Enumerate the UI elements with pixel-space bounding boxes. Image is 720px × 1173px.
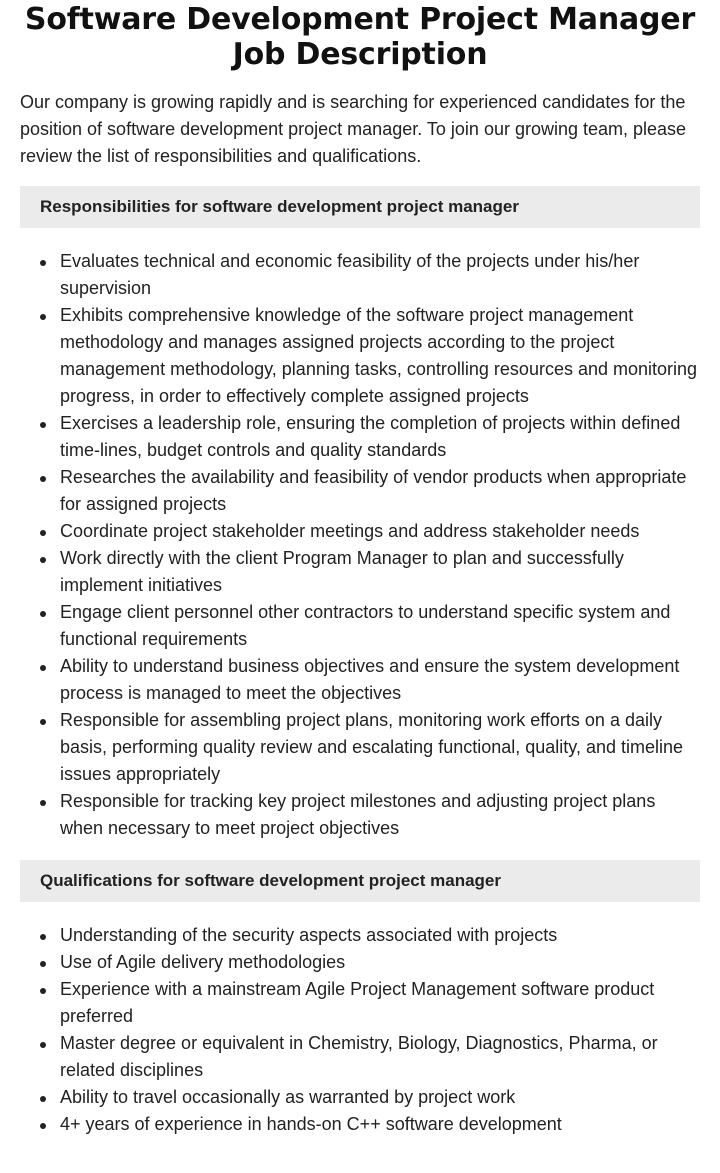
responsibilities-list (20, 248, 700, 842)
bullet-icon (40, 314, 46, 320)
list-item (60, 1030, 700, 1084)
list-item-text: Work directly with the client Program Manager to plan and successfully implement initiatives (60, 548, 624, 595)
intro-paragraph: Our company is growing rapidly and is searching for experienced candidates for the position of software development project manager. To join our growing team, please review the list of responsibilities and qualifications. (20, 92, 687, 166)
list-item-text: Researches the availability and feasibility of vendor products when appropriate for assigned projects (60, 467, 687, 514)
list-item-text: Responsible for assembling project plans, monitoring work efforts on a daily basis, performing quality review and escalating functional, quality, and timeline issues appropriately (60, 710, 684, 784)
list-item (60, 1084, 700, 1111)
list-item (60, 248, 700, 302)
bullet-icon (40, 1096, 46, 1102)
list-item-text: Evaluates technical and economic feasibility of the projects under his/her supervision (60, 251, 640, 298)
list-item (60, 545, 700, 599)
list-item-text: Understanding of the security aspects associated with projects (60, 925, 558, 945)
bullet-icon (40, 719, 46, 725)
bullet-icon (40, 476, 46, 482)
list-item (60, 707, 700, 788)
bullet-icon (40, 530, 46, 536)
list-item-text: Engage client personnel other contractors to understand specific system and functional requirements (60, 602, 671, 649)
list-item-text: Exhibits comprehensive knowledge of the software project management methodology and manages assigned projects according to the project management methodology, planning tasks, controlling resources and monitoring progress, in order to effectively complete assigned projects (60, 305, 698, 406)
list-item (60, 464, 700, 518)
list-item-text: Coordinate project stakeholder meetings and address stakeholder needs (60, 521, 640, 541)
bullet-icon (40, 422, 46, 428)
list-item-text: Master degree or equivalent in Chemistry, Biology, Diagnostics, Pharma, or related disciplines (60, 1033, 658, 1080)
list-item (60, 1111, 700, 1138)
bullet-icon (40, 934, 46, 940)
responsibilities-header (20, 186, 700, 228)
list-item (60, 949, 700, 976)
list-item (60, 518, 700, 545)
bullet-icon (40, 961, 46, 967)
responsibilities-heading: Responsibilities for software development project manager (40, 197, 519, 216)
list-item (60, 302, 700, 410)
list-item-text: Ability to understand business objectives and ensure the system development process is managed to meet the objectives (60, 656, 680, 703)
bullet-icon (40, 611, 46, 617)
list-item-text: Experience with a mainstream Agile Project Management software product preferred (60, 979, 655, 1026)
list-item-text: Ability to travel occasionally as warranted by project work (60, 1087, 516, 1107)
qualifications-header (20, 860, 700, 902)
qualifications-list (20, 922, 700, 1138)
list-item-text: Responsible for tracking key project milestones and adjusting project plans when necessary to meet project objectives (60, 791, 656, 838)
list-item (60, 410, 700, 464)
bullet-icon (40, 988, 46, 994)
list-item-text: 4+ years of experience in hands-on C++ software development (60, 1114, 562, 1134)
bullet-icon (40, 1042, 46, 1048)
bullet-icon (40, 1123, 46, 1129)
list-item (60, 922, 700, 949)
bullet-icon (40, 665, 46, 671)
list-item-text: Use of Agile delivery methodologies (60, 952, 346, 972)
list-item (60, 976, 700, 1030)
list-item (60, 788, 700, 842)
bullet-icon (40, 800, 46, 806)
bullet-icon (40, 260, 46, 266)
list-item (60, 599, 700, 653)
list-item (60, 653, 700, 707)
page-title: Software Development Project Manager Job Description (24, 2, 696, 72)
list-item-text: Exercises a leadership role, ensuring the completion of projects within defined time-lines, budget controls and quality standards (60, 413, 681, 460)
bullet-icon (40, 557, 46, 563)
qualifications-heading: Qualifications for software development project manager (40, 871, 501, 890)
